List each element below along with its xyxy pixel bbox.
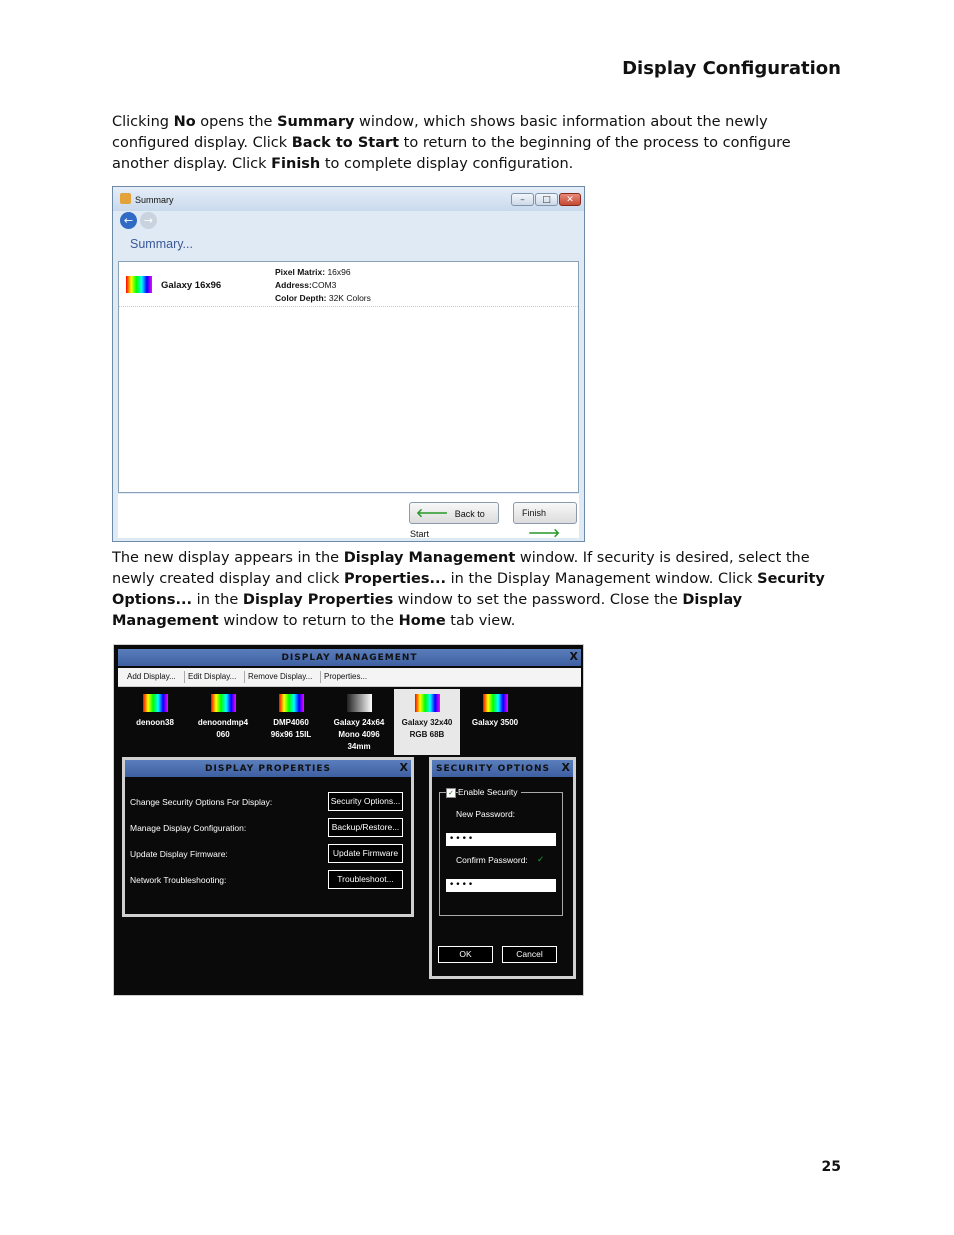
divider [119, 306, 578, 307]
color-depth-info: Color Depth: 32K Colors [275, 293, 371, 303]
summary-heading: Summary... [130, 237, 193, 251]
display-management-window [113, 644, 584, 996]
new-password-label: New Password: [456, 809, 516, 819]
display-tile-dmp4060[interactable]: DMP4060 96x96 15IL [258, 689, 324, 755]
display-tile-galaxy-24x64[interactable]: Galaxy 24x64 Mono 4096 34mm [326, 689, 392, 755]
summary-footer [118, 494, 579, 538]
add-display-menu-item[interactable]: Add Display... [127, 672, 176, 681]
display-properties-close-icon[interactable]: X [399, 761, 408, 774]
intro-paragraph: Clicking No opens the Summary window, which shows basic information about the newly configured display. Click Back to Start to return to the beginning of the process to configure another display. Click Finish to complete display configuration. [112, 114, 791, 172]
menu-separator [320, 671, 321, 683]
display-icon [415, 694, 440, 712]
display-management-title: DISPLAY MANAGEMENT [281, 653, 418, 663]
display-management-close-icon[interactable]: X [569, 650, 578, 663]
display-icon [143, 694, 168, 712]
ok-button[interactable]: OK [438, 946, 493, 963]
network-troubleshooting-label: Network Troubleshooting: [130, 875, 227, 885]
summary-window-title: Summary [135, 195, 174, 205]
manage-configuration-label: Manage Display Configuration: [130, 823, 247, 833]
security-options-label: Change Security Options For Display: [130, 797, 273, 807]
menu-bar [118, 668, 581, 687]
edit-display-menu-item[interactable]: Edit Display... [188, 672, 237, 681]
back-arrow-icon: 🡐 [416, 506, 449, 520]
display-icon [126, 276, 152, 293]
finish-arrow-icon: 🡒 [528, 526, 561, 540]
section-title: Display Configuration [622, 58, 841, 79]
minimize-button[interactable]: – [511, 193, 534, 206]
menu-separator [184, 671, 185, 683]
mono-display-icon [347, 694, 372, 712]
confirm-password-label: Confirm Password: [456, 855, 528, 865]
app-icon [120, 193, 131, 204]
display-properties-titlebar [125, 760, 411, 777]
display-properties-title: DISPLAY PROPERTIES [205, 764, 331, 774]
display-tile-galaxy-32x40[interactable]: Galaxy 32x40 RGB 68B [394, 689, 460, 755]
display-name: Galaxy 16x96 [161, 280, 222, 291]
menu-separator [244, 671, 245, 683]
summary-content [118, 261, 579, 493]
update-firmware-button[interactable]: Update Firmware [328, 844, 403, 863]
troubleshoot-button[interactable]: Troubleshoot... [328, 870, 403, 889]
finish-button[interactable]: Finish 🡒 [513, 502, 577, 524]
security-options-title: SECURITY OPTIONS [436, 764, 551, 774]
enable-security-label: Enable Security [458, 787, 521, 797]
security-options-window [429, 757, 576, 979]
back-to-start-button[interactable]: 🡐 Back to Start [409, 502, 499, 524]
display-icon [211, 694, 236, 712]
display-tile-denoondmp4060[interactable]: denoondmp4 060 [190, 689, 256, 755]
check-icon: ✓ [537, 854, 545, 864]
update-firmware-label: Update Display Firmware: [130, 849, 228, 859]
display-tile-galaxy-3500[interactable]: Galaxy 3500 [462, 689, 528, 755]
properties-menu-item[interactable]: Properties... [324, 672, 368, 681]
back-nav-icon[interactable]: ← [120, 212, 137, 229]
display-icon [279, 694, 304, 712]
security-options-titlebar [432, 760, 573, 777]
close-button[interactable]: ✕ [559, 193, 581, 206]
maximize-button[interactable]: □ [535, 193, 558, 206]
pixel-matrix-info: Pixel Matrix: 16x96 [275, 267, 351, 277]
summary-window [112, 186, 585, 542]
address-info: Address:COM3 [275, 280, 337, 290]
security-options-button[interactable]: Security Options... [328, 792, 403, 811]
new-password-field[interactable]: •••• [446, 833, 556, 846]
display-tile-denoon38[interactable]: denoon38 [122, 689, 188, 755]
remove-display-menu-item[interactable]: Remove Display... [248, 672, 313, 681]
nav-bar [117, 211, 580, 231]
display-properties-window [122, 757, 414, 917]
enable-security-checkbox[interactable]: ✓ [446, 788, 456, 798]
security-paragraph: The new display appears in the Display Management window. If security is desired, select the newly created display and click Properties... in the Display Management window. Click Security Options... in the Display Properties window to set the password. Close the Display Management window to return to the Home tab view. [112, 550, 825, 629]
cancel-button[interactable]: Cancel [502, 946, 557, 963]
page-number: 25 [821, 1159, 841, 1175]
confirm-password-field[interactable]: •••• [446, 879, 556, 892]
display-icon [483, 694, 508, 712]
summary-titlebar [113, 187, 584, 211]
security-group [439, 787, 563, 916]
forward-nav-icon[interactable]: → [140, 212, 157, 229]
backup-restore-button[interactable]: Backup/Restore... [328, 818, 403, 837]
display-management-titlebar [118, 649, 581, 666]
security-options-close-icon[interactable]: X [561, 761, 570, 774]
